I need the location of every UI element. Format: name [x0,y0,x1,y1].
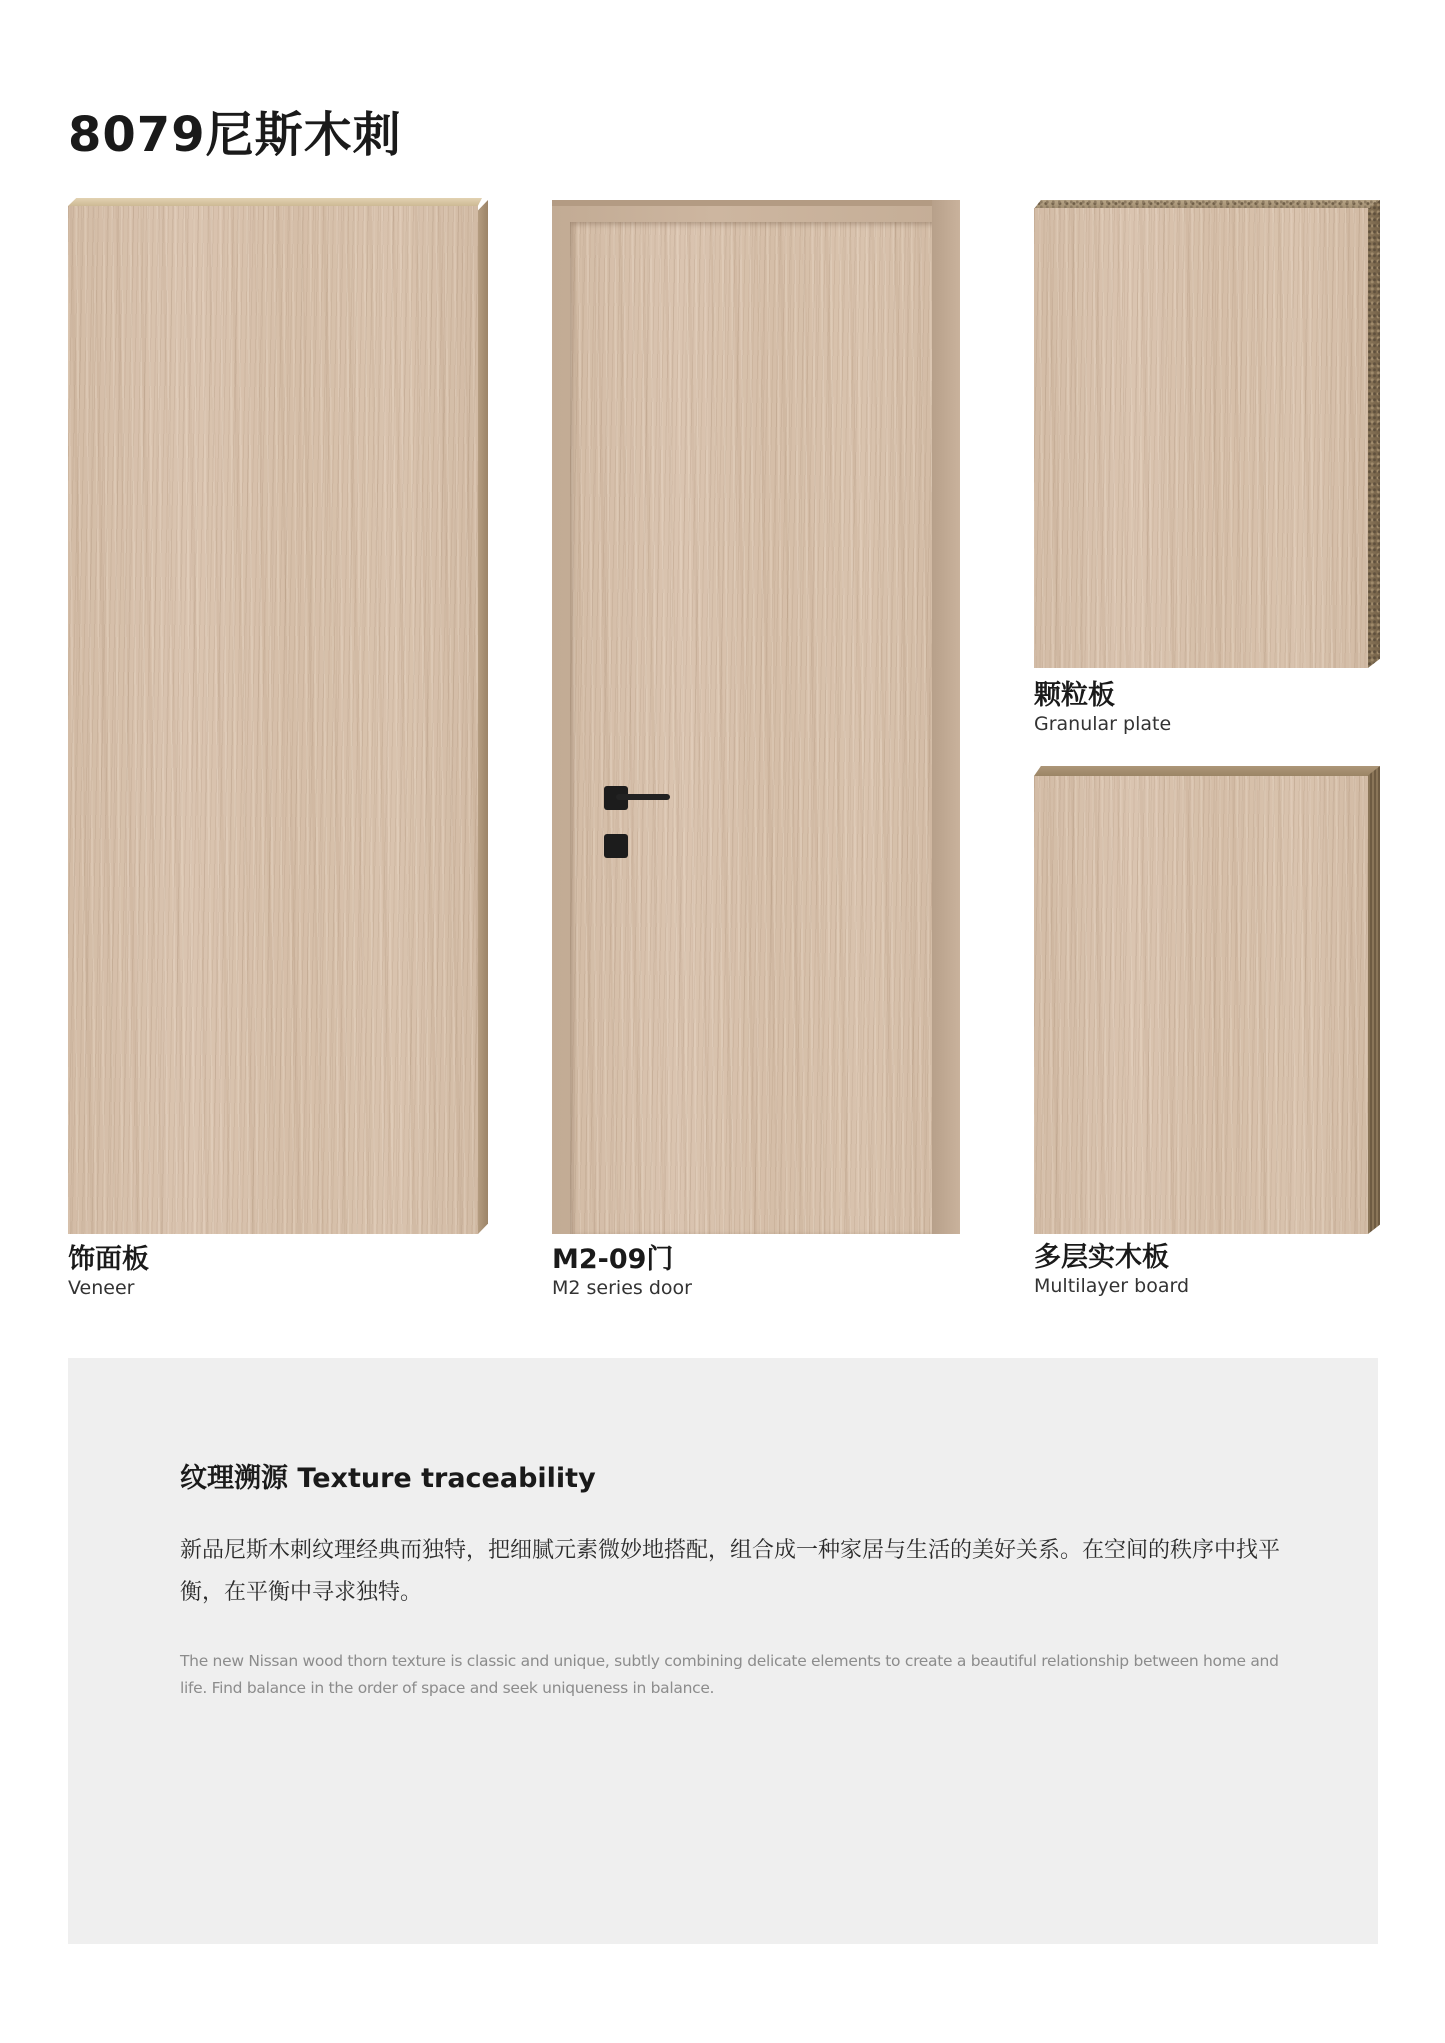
texture-title: 纹理溯源 Texture traceability [180,1463,596,1494]
multilayer-caption [1034,1242,1189,1299]
texture-description-zh: 新品尼斯木刺纹理经典而独特，把细腻元素微妙地搭配，组合成一种家居与生活的美好关系。在空间的秩序中找平衡，在平衡中寻求独特。 [180,1538,1281,1605]
page-title: 8079尼斯木刺 [68,107,402,163]
veneer-top-edge [68,198,482,206]
door-leaf [570,222,938,1234]
granular-name-en: Granular plate [1034,713,1172,736]
multilayer-name-zh: 多层实木板 [1034,1242,1169,1273]
door-handle-lever [616,794,670,800]
granular-image [1034,208,1368,668]
veneer-image [68,206,478,1234]
veneer-name-zh: 饰面板 [68,1244,149,1275]
granular-side-edge [1368,200,1380,668]
granular-caption [1034,680,1171,737]
door-lock-icon [604,834,628,858]
granular-name-zh: 颗粒板 [1034,680,1115,711]
veneer-side-edge [478,200,488,1234]
multilayer-name-en: Multilayer board [1034,1275,1190,1298]
multilayer-top-edge [1034,766,1380,776]
multilayer-image [1034,776,1368,1234]
door-name-en: M2 series door [552,1277,692,1300]
veneer-caption [68,1244,149,1301]
door-caption [552,1244,692,1301]
veneer-name-en: Veneer [68,1277,135,1300]
multilayer-side-edge [1368,766,1380,1234]
texture-description-en: The new Nissan wood thorn texture is classic and unique, subtly combining delicate elements to create a beautiful relationship between home and life. Find balance in the order of space and seek uniqueness in balance. [180,1652,1279,1697]
door-name-zh: M2-09门 [552,1244,674,1275]
door-frame-right [932,200,960,1234]
